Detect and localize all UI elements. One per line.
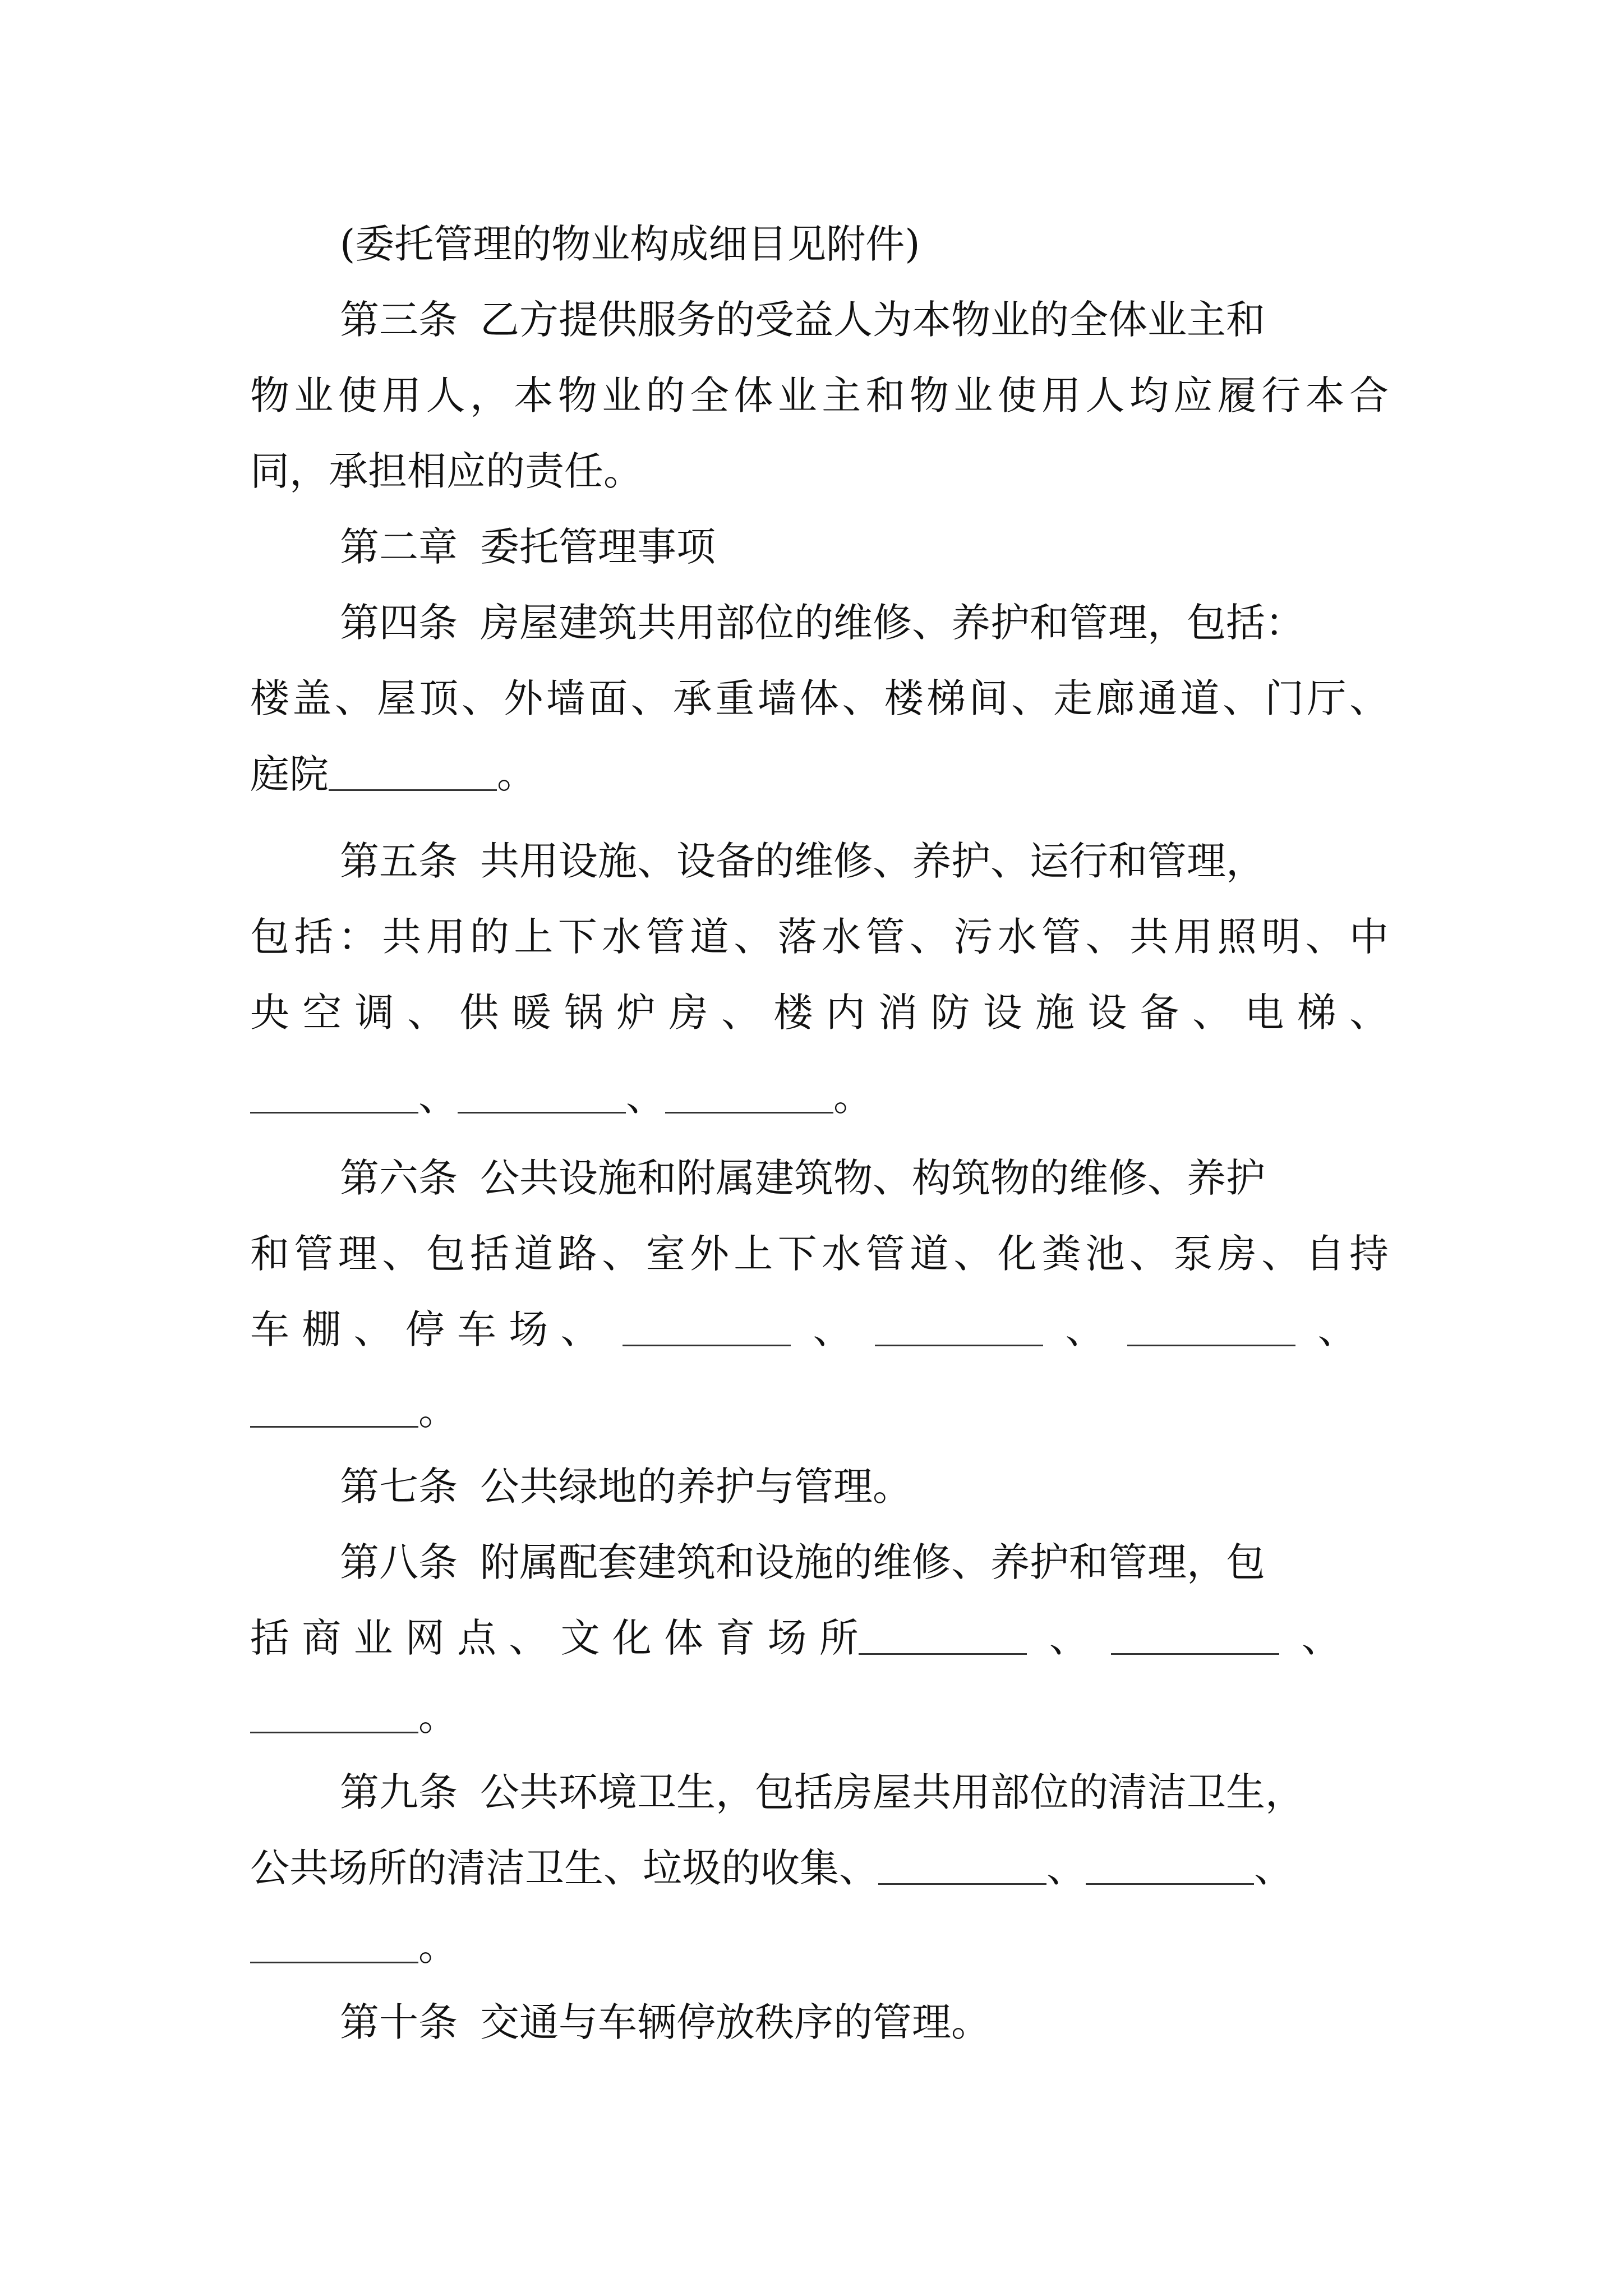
article-5-text-3: 央 空 调 、 供 暖 锅 炉 房 、 楼 内 消 防 设 施 设 备 、 电 梯 、 <box>250 990 1389 1036</box>
article-4-line-3 <box>250 746 1389 802</box>
fill-in-blank <box>859 1614 1027 1655</box>
chapter-2-number: 第二章 <box>340 524 458 570</box>
separator: 、 <box>1065 1306 1105 1352</box>
article-9-line-3 <box>250 1918 1389 1975</box>
fill-in-blank <box>250 1692 418 1733</box>
separator: 、 <box>1254 1845 1293 1891</box>
fill-in-blank <box>329 750 497 791</box>
article-8-number: 第八条 <box>340 1539 458 1585</box>
separator: 、 <box>626 1074 665 1120</box>
article-8-heading-line <box>340 1534 1389 1590</box>
article-6-text-2: 和管理、包括道路、室外上下水管道、化粪池、泵房、自持 <box>250 1231 1389 1277</box>
article-3-text-2: 物业使用人，本物业的全体业主和物业使用人均应履行本合 <box>250 372 1389 418</box>
fill-in-blank <box>250 1387 418 1428</box>
article-9-text-2: 公共场所的清洁卫生、垃圾的收集、 <box>250 1845 878 1891</box>
article-6-line-2 <box>250 1226 1389 1282</box>
article-7-number: 第七条 <box>340 1464 458 1510</box>
article-4-text-start: 房屋建筑共用部位的维修、养护和管理，包括： <box>480 600 1304 646</box>
separator: 、 <box>1049 1615 1089 1661</box>
fill-in-blank <box>250 1922 418 1963</box>
article-4-number: 第四条 <box>340 600 458 646</box>
article-6-text-3: 车 棚 、 停 车 场 、 <box>250 1306 600 1352</box>
article-10-number: 第十条 <box>340 1999 458 2045</box>
attachment-note <box>340 216 1389 272</box>
article-6-end-mark: 。 <box>418 1388 458 1434</box>
attachment-note-text: (委托管理的物业构成细目见附件) <box>340 221 920 267</box>
article-6-text-start: 公共设施和附属建筑物、构筑物的维修、养护 <box>480 1155 1265 1201</box>
fill-in-blank <box>878 1844 1046 1885</box>
article-3-text-3: 同，承担相应的责任。 <box>250 448 643 494</box>
article-10-line <box>340 1994 1389 2050</box>
article-9-heading-line <box>340 1764 1389 1820</box>
article-9-end-mark: 。 <box>418 1924 458 1970</box>
fill-in-blank <box>1111 1614 1279 1655</box>
article-6-line-3 <box>250 1301 1389 1358</box>
article-5-line-4 <box>250 1069 1389 1125</box>
article-3-text-start: 乙方提供服务的受益人为本物业的全体业主和 <box>480 297 1265 343</box>
fill-in-blank <box>1086 1844 1254 1885</box>
separator: 、 <box>1301 1615 1341 1661</box>
article-9-text-start: 公共环境卫生，包括房屋共用部位的清洁卫生， <box>480 1769 1304 1815</box>
article-6-heading-line <box>340 1150 1389 1206</box>
article-5-line-2 <box>250 909 1389 965</box>
article-4-line-2 <box>250 670 1389 726</box>
article-8-end-mark: 。 <box>418 1694 458 1740</box>
article-9-line-2 <box>250 1840 1389 1896</box>
article-3-line-2 <box>250 367 1389 424</box>
article-10-text: 交通与车辆停放秩序的管理。 <box>480 1999 990 2045</box>
separator: 、 <box>813 1306 852 1352</box>
article-8-text-2: 括 商 业 网 点 、 文 化 体 育 场 所 <box>250 1615 859 1661</box>
article-8-line-2 <box>250 1610 1389 1666</box>
article-4-heading-line <box>340 595 1389 651</box>
article-3-heading-line <box>340 292 1389 348</box>
separator: 、 <box>1046 1845 1086 1891</box>
article-4-text-2: 楼盖、屋顶、外墙面、承重墙体、楼梯间、走廊通道、门厅、 <box>250 675 1389 721</box>
chapter-2-title: 委托管理事项 <box>480 524 716 570</box>
article-5-line-3 <box>250 984 1389 1041</box>
article-5-end-mark: 。 <box>833 1074 873 1120</box>
article-4-text-3: 庭院 <box>250 751 329 797</box>
article-7-text: 公共绿地的养护与管理。 <box>480 1464 912 1510</box>
separator: 、 <box>1317 1306 1357 1352</box>
article-3-line-3 <box>250 443 1389 499</box>
article-5-heading-line <box>340 833 1389 889</box>
article-9-number: 第九条 <box>340 1769 458 1815</box>
article-5-text-2: 包括：共用的上下水管道、落水管、污水管、共用照明、中 <box>250 914 1389 960</box>
fill-in-blank <box>458 1073 626 1114</box>
article-6-line-4 <box>250 1383 1389 1439</box>
fill-in-blank <box>875 1305 1043 1346</box>
article-8-line-3 <box>250 1688 1389 1745</box>
article-5-number: 第五条 <box>340 838 458 884</box>
fill-in-blank <box>665 1073 833 1114</box>
article-4-end-mark: 。 <box>497 751 536 797</box>
fill-in-blank <box>623 1305 791 1346</box>
article-8-text-start: 附属配套建筑和设施的维修、养护和管理，包 <box>480 1539 1265 1585</box>
article-7-line <box>340 1458 1389 1515</box>
fill-in-blank <box>250 1073 418 1114</box>
article-3-number: 第三条 <box>340 297 458 343</box>
article-5-text-start: 共用设施、设备的维修、养护、运行和管理， <box>480 838 1265 884</box>
separator: 、 <box>418 1074 458 1120</box>
article-6-number: 第六条 <box>340 1155 458 1201</box>
chapter-2-heading <box>340 519 1389 575</box>
fill-in-blank <box>1127 1305 1295 1346</box>
